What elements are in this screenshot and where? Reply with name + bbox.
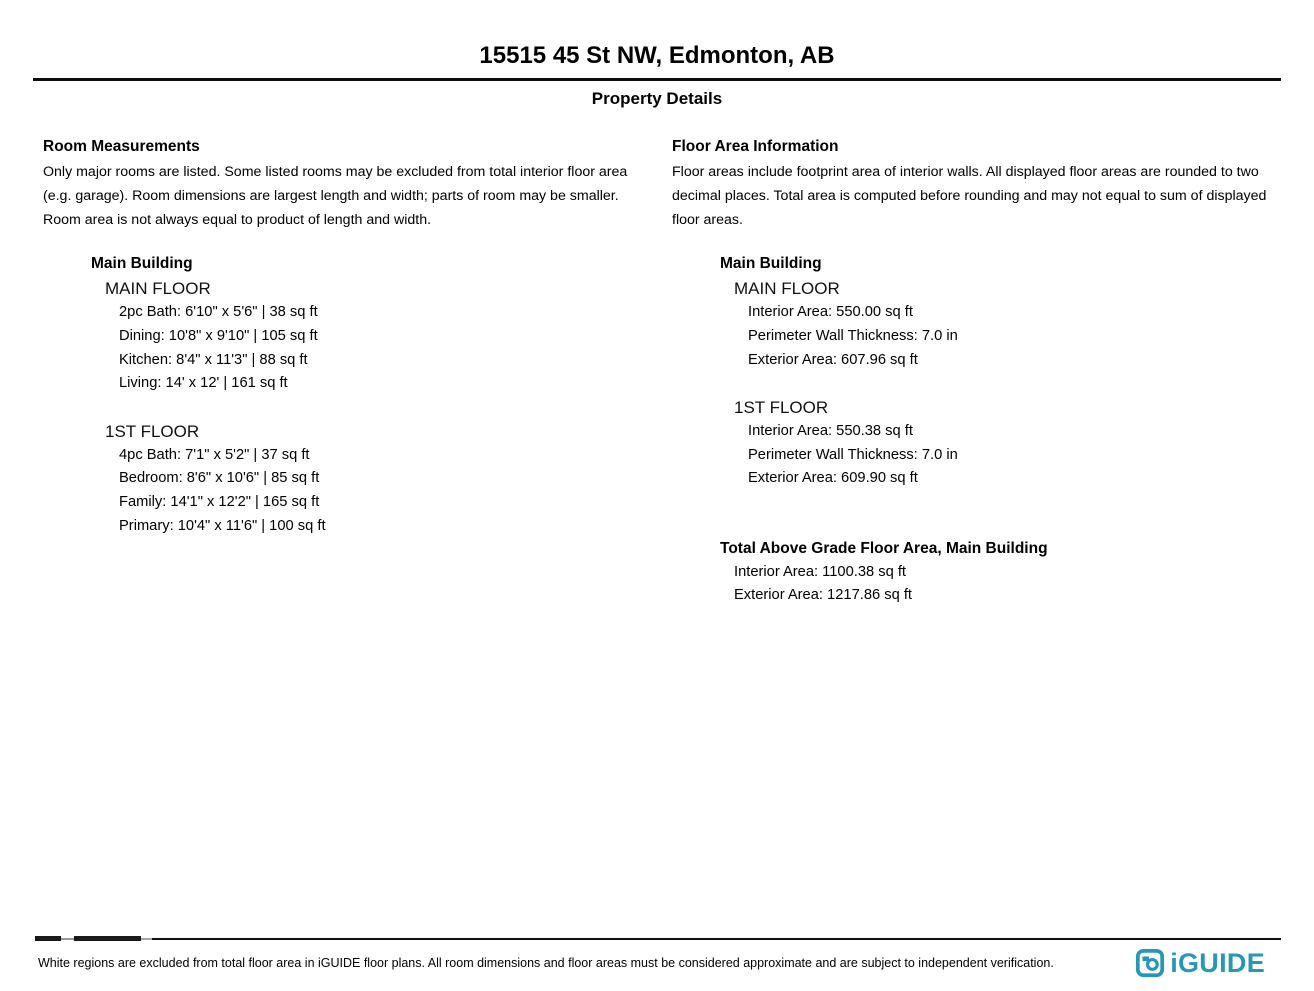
footer-disclaimer: White regions are excluded from total floor area in iGUIDE floor plans. All room dimensions and floor areas must be considered approximate and are subject to independent verification. [38, 955, 1054, 970]
area-line: Exterior Area: 609.90 sq ft [748, 470, 918, 487]
building-heading: Main Building [720, 255, 822, 273]
iguide-logo-text: iGUIDE [1170, 948, 1265, 978]
room-measurements-description: Only major rooms are listed. Some listed rooms may be excluded from total interior floor area (e.g. garage). Room dimensions are largest length and width; parts of room may be smaller. Room area is not always equal to product of length and width. [43, 164, 628, 228]
room-line: 4pc Bath: 7'1" x 5'2" | 37 sq ft [119, 446, 310, 463]
area-line: Perimeter Wall Thickness: 7.0 in [748, 327, 958, 344]
total-heading: Total Above Grade Floor Area, Main Building [720, 540, 1048, 558]
iguide-camera-icon [1135, 948, 1165, 978]
room-line: Family: 14'1" x 12'2" | 165 sq ft [119, 494, 320, 511]
footer-divider-gap [61, 938, 74, 941]
room-line: Living: 14' x 12' | 161 sq ft [119, 375, 288, 392]
area-line: Interior Area: 550.38 sq ft [748, 422, 913, 439]
area-line: Interior Area: 550.00 sq ft [748, 304, 913, 321]
floor-block-1st-floor [43, 420, 672, 539]
room-line: Primary: 10'4" x 11'6" | 100 sq ft [119, 517, 326, 534]
title-divider [33, 78, 1281, 81]
building-heading: Main Building [91, 255, 193, 273]
area-block-1st-floor [672, 396, 1281, 491]
page-footer [0, 936, 1314, 979]
total-line: Exterior Area: 1217.86 sq ft [734, 587, 912, 604]
page-title: 15515 45 St NW, Edmonton, AB [479, 42, 835, 69]
footer-divider-line [152, 938, 1281, 941]
floor-name: MAIN FLOOR [105, 279, 211, 299]
room-measurements-heading: Room Measurements [43, 138, 200, 155]
room-line: 2pc Bath: 6'10" x 5'6" | 38 sq ft [119, 304, 318, 321]
area-block-main-floor [672, 277, 1281, 372]
total-above-grade-block [672, 537, 1281, 608]
footer-divider-segment [35, 936, 61, 941]
room-line: Bedroom: 8'6" x 10'6" | 85 sq ft [119, 470, 320, 487]
floor-area-heading: Floor Area Information [672, 138, 839, 155]
floor-area-description: Floor areas include footprint area of interior walls. All displayed floor areas are rounded to two decimal places. Total area is computed before rounding and may not equal to sum of displayed floor areas. [672, 164, 1267, 228]
area-line: Perimeter Wall Thickness: 7.0 in [748, 446, 958, 463]
room-line: Kitchen: 8'4" x 11'3" | 88 sq ft [119, 351, 308, 368]
floor-name: MAIN FLOOR [734, 279, 840, 299]
content-columns [0, 138, 1314, 608]
footer-divider-gap [141, 938, 152, 941]
room-measurements-section [33, 138, 672, 608]
room-line: Dining: 10'8" x 9'10" | 105 sq ft [119, 327, 318, 344]
iguide-logo [1135, 948, 1265, 978]
floor-area-section [672, 138, 1281, 608]
total-line: Interior Area: 1100.38 sq ft [734, 563, 907, 580]
page-subtitle: Property Details [591, 89, 723, 108]
floor-block-main-floor [43, 277, 672, 396]
floor-name: 1ST FLOOR [105, 421, 200, 441]
area-line: Exterior Area: 607.96 sq ft [748, 351, 918, 368]
footer-divider [33, 936, 1281, 942]
floor-name: 1ST FLOOR [734, 398, 829, 418]
page-header [0, 0, 1314, 109]
footer-divider-segment [74, 936, 141, 941]
